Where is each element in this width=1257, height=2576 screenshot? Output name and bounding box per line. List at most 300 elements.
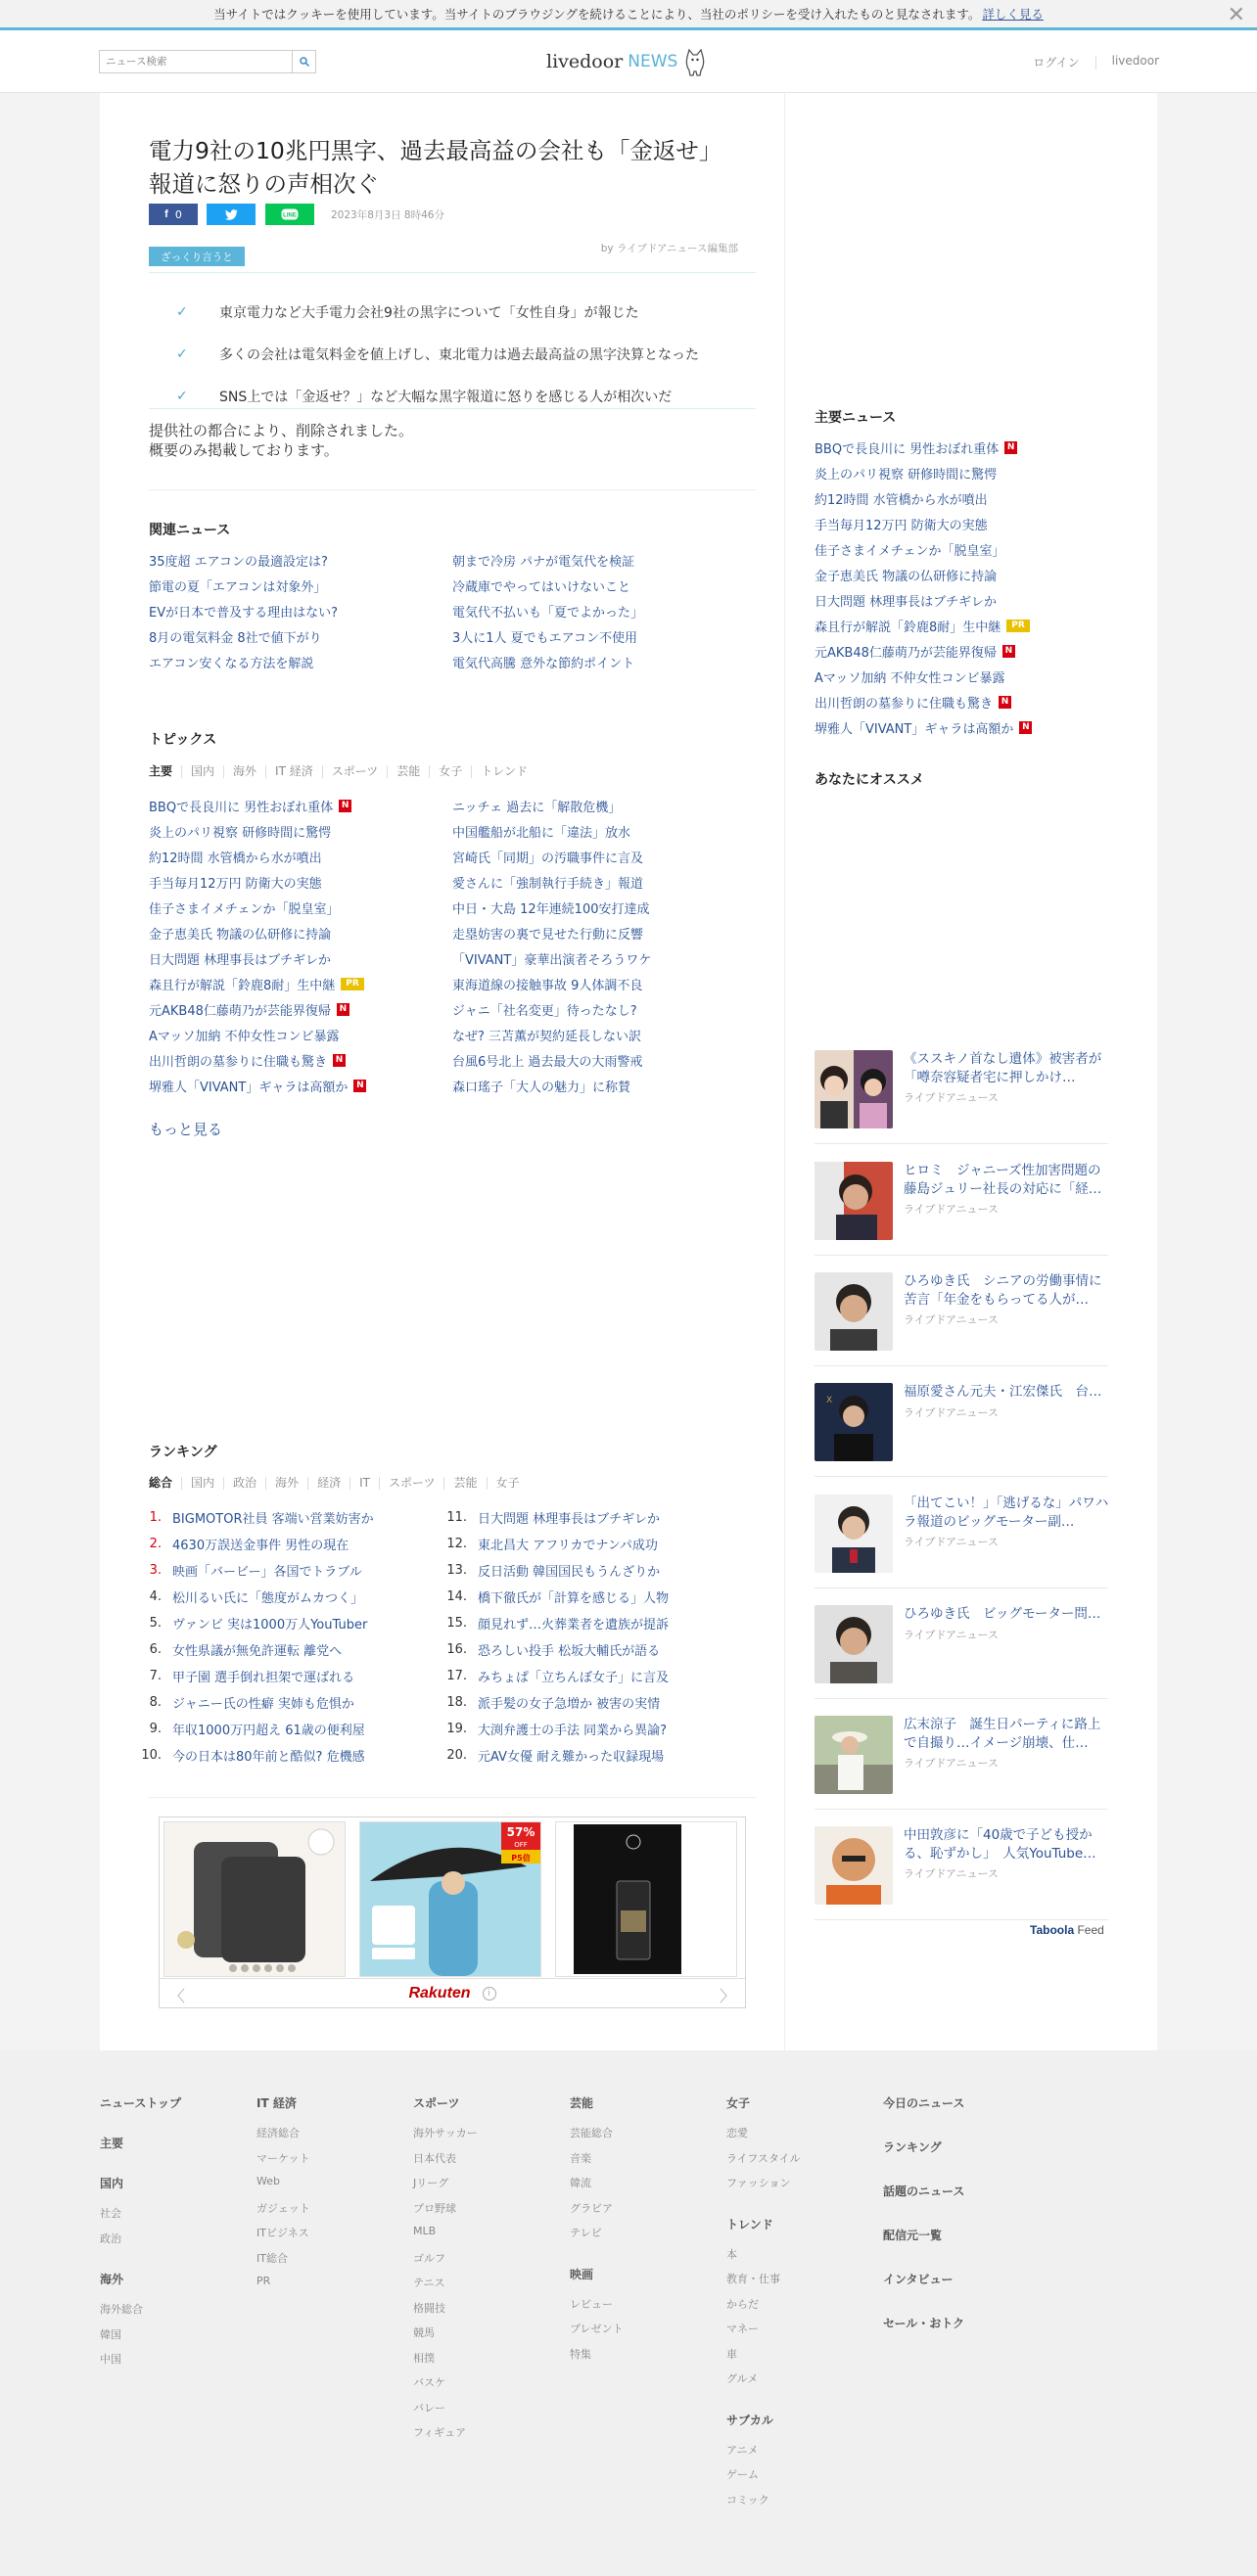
topic-link[interactable]: 佳子さまイメチェンか「脱皇室」 [149, 901, 340, 917]
topic-link[interactable]: 炎上のパリ視察 研修時間に驚愕 [149, 825, 332, 841]
recommend-title[interactable]: 福原愛さん元夫・江宏傑氏 台… [904, 1384, 1102, 1400]
ranking-link[interactable]: 元AV女優 耐え難かった収録現場 [478, 1750, 665, 1765]
recommend-source: ライブドアニュース [904, 1203, 999, 1216]
recommend-title[interactable]: 広末涼子 誕生日パーティに路上で自撮り…イメージ崩壊、仕… [904, 1717, 1101, 1751]
sidebar-news-item[interactable] [815, 485, 1032, 511]
ranking-item[interactable] [442, 1689, 669, 1716]
topic-item[interactable] [452, 869, 651, 895]
rank-number: 8. [149, 1695, 162, 1710]
ranking-link[interactable]: 4630万誤送金事件 男性の現在 [172, 1539, 349, 1553]
recommend-item[interactable] [815, 1383, 1108, 1477]
chevron-right-icon[interactable]: 〉 [719, 1987, 735, 2005]
footer-sublink[interactable]: からだ [726, 2297, 759, 2311]
related-item[interactable] [452, 649, 643, 674]
footer-link[interactable]: 海外 [100, 2273, 124, 2286]
topic-link[interactable]: 台風6号北上 過去最大の大雨警戒 [452, 1054, 643, 1070]
cookie-details-link[interactable]: 詳しく見る [982, 7, 1044, 22]
footer-sublink[interactable]: 芸能総合 [570, 2127, 613, 2139]
site-header [0, 30, 1257, 93]
ranking-item[interactable] [442, 1636, 669, 1663]
recommend-source: ライブドアニュース [904, 1313, 999, 1326]
related-link[interactable]: 3人に1人 夏でもエアコン不使用 [452, 630, 638, 646]
footer-sublink[interactable]: 韓流 [570, 2177, 591, 2189]
sidebar-news-link[interactable]: 手当毎月12万円 防衛大の実態 [815, 518, 988, 533]
summary-item [176, 333, 756, 375]
tab-trend[interactable]: トレンド [471, 765, 536, 778]
rank-number: 1. [149, 1510, 162, 1525]
related-item[interactable] [452, 547, 643, 573]
recommend-heading: あなたにオススメ [815, 772, 924, 788]
ranking-link[interactable]: 東北昌大 アフリカでナンパ成功 [478, 1539, 658, 1553]
topic-item[interactable] [452, 945, 651, 971]
product-card[interactable] [359, 1821, 541, 1977]
tab-overall[interactable]: 総合 [149, 1476, 173, 1490]
footer-sublink[interactable]: MLB [413, 2225, 437, 2237]
tab-entertainment[interactable]: 芸能 [387, 765, 429, 778]
topic-link[interactable]: 走塁妨害の裏で見せた行動に反響 [452, 927, 644, 943]
sidebar-news-item[interactable] [815, 664, 1032, 689]
topic-item[interactable] [149, 996, 366, 1022]
footer-sublink[interactable]: 中国 [100, 2353, 121, 2366]
rank-number: 13. [446, 1563, 467, 1578]
ranking-item[interactable] [137, 1636, 374, 1663]
ranking-link[interactable]: 女性県議が無免許運転 離党へ [172, 1644, 343, 1659]
thumbnail-image [815, 1050, 893, 1128]
topic-item[interactable] [149, 895, 366, 920]
topic-item[interactable] [149, 920, 366, 945]
topic-link[interactable]: 愛さんに「強制執行手続き」報道 [452, 876, 644, 892]
related-item[interactable] [149, 573, 338, 598]
sidebar-news-item[interactable] [815, 613, 1032, 638]
recommend-item[interactable] [815, 1272, 1108, 1366]
thumbnail-image [815, 1272, 893, 1351]
header-nav [1033, 54, 1159, 70]
footer-link[interactable]: セール・おトク [883, 2317, 965, 2330]
footer-sublink[interactable]: ライフスタイル [726, 2151, 801, 2165]
recommend-title[interactable]: ひろゆき氏 シニアの労働事情に苦言「年金をもらってる人が… [904, 1273, 1102, 1308]
sidebar-news-link[interactable]: 出川哲朗の墓参りに住職も驚き [815, 696, 994, 712]
footer-sublink[interactable]: 競馬 [413, 2326, 435, 2339]
footer-sublink[interactable]: ゲーム [726, 2468, 759, 2481]
removed-line: 概要のみ掲載しております。 [149, 441, 339, 459]
recommend-title[interactable]: 中田敦彦に「40歳で子ども授かる、恥ずかし」 人気YouTube… [904, 1827, 1096, 1862]
ranking-item[interactable] [137, 1504, 374, 1531]
topics-list-right [452, 793, 651, 1098]
topic-link[interactable]: 中国艦船が北船に「違法」放水 [452, 825, 631, 841]
topic-item[interactable] [149, 818, 366, 844]
footer-sublink[interactable]: Jリーグ [413, 2177, 449, 2189]
topic-link[interactable]: 元AKB48仁藤萌乃が芸能界復帰 [149, 1003, 331, 1019]
svg-text:LINE: LINE [283, 212, 297, 219]
pr-badge: PR [341, 978, 364, 990]
tab-domestic[interactable]: 国内 [181, 765, 223, 778]
sidebar-news-link[interactable]: BBQで長良川に 男性おぼれ重体 [815, 441, 1000, 457]
footer-sublink[interactable]: テレビ [570, 2227, 602, 2239]
footer-sublink[interactable]: 海外総合 [100, 2303, 143, 2316]
rank-number: 17. [446, 1669, 467, 1683]
topic-link[interactable]: 堺雅人「VIVANT」ギャラは高額か [149, 1080, 349, 1095]
ranking-link[interactable]: 今の日本は80年前と酷似? 危機感 [172, 1750, 365, 1765]
tab-it-economy[interactable]: IT 経済 [265, 765, 322, 778]
rank-number: 2. [149, 1537, 162, 1551]
footer-sublink[interactable]: ITビジネス [256, 2227, 309, 2239]
ranking-link[interactable]: みちょぱ「立ちんぼ女子」に言及 [478, 1671, 670, 1685]
topic-link[interactable]: 日大問題 林理事長はブチギレか [149, 952, 332, 968]
recommend-source: ライブドアニュース [904, 1757, 999, 1770]
topic-link[interactable]: 森口瑤子「大人の魅力」に称賛 [452, 1080, 631, 1095]
footer-sublink[interactable]: Web [256, 2175, 280, 2187]
sidebar-news-link[interactable]: 元AKB48仁藤萌乃が芸能界復帰 [815, 645, 997, 661]
topic-link[interactable]: BBQで長良川に 男性おぼれ重体 [149, 800, 334, 815]
related-list-right [452, 547, 643, 674]
footer-sublink[interactable]: 政治 [100, 2231, 121, 2245]
ranking-item[interactable] [137, 1584, 374, 1610]
recommend-title[interactable]: 「出てこい！」「逃げるな」パワハラ報道のビッグモーター副… [904, 1495, 1109, 1530]
discount-badge-off: OFF [514, 1841, 528, 1849]
cookie-banner [0, 0, 1257, 30]
sidebar-news-item[interactable] [815, 689, 1032, 714]
related-item[interactable] [149, 649, 338, 674]
footer-sublink[interactable]: PR [256, 2275, 271, 2287]
topic-item[interactable] [452, 920, 651, 945]
related-item[interactable] [452, 623, 643, 649]
ranking-item[interactable] [137, 1531, 374, 1557]
info-icon[interactable]: i [483, 1987, 496, 2001]
footer-sublink[interactable]: 車 [726, 2347, 737, 2361]
topic-item[interactable] [452, 895, 651, 920]
recommend-item[interactable] [815, 1495, 1108, 1588]
ranking-link[interactable]: 恐ろしい投手 松坂大輔氏が語る [478, 1644, 661, 1659]
footer-sublink[interactable]: マネー [726, 2323, 759, 2335]
column-divider [784, 93, 785, 2050]
related-item[interactable] [149, 623, 338, 649]
recommend-title[interactable]: ひろゆき氏 ビッグモーター問… [904, 1606, 1101, 1622]
removed-line: 提供社の都合により、削除されました。 [149, 422, 414, 439]
footer-sublink[interactable]: ゴルフ [413, 2251, 445, 2265]
tab-economy[interactable]: 経済 [307, 1477, 349, 1490]
topic-link[interactable]: 金子恵美氏 物議の仏研修に持論 [149, 927, 332, 943]
footer-sublink[interactable]: 恋愛 [726, 2127, 748, 2139]
thumbnail-image [815, 1162, 893, 1240]
livedoor-link[interactable]: livedoor [1111, 54, 1159, 68]
article-byline: by ライブドアニュース編集部 [600, 243, 738, 254]
footer-sublink[interactable]: 韓国 [100, 2327, 121, 2341]
footer-link[interactable]: ニューストップ [100, 2096, 182, 2110]
topic-item[interactable] [149, 793, 366, 818]
related-link[interactable]: EVが日本で普及する理由はない? [149, 605, 339, 621]
rank-number: 6. [149, 1642, 162, 1657]
footer-sublink[interactable]: 音楽 [570, 2151, 591, 2165]
footer-link[interactable]: 主要 [100, 2137, 124, 2150]
site-logo[interactable] [546, 48, 707, 75]
topic-link[interactable]: 中日・大島 12年連続100安打達成 [452, 901, 650, 917]
ranking-link[interactable]: ヴァンビ 実は1000万人YouTuber [172, 1618, 368, 1633]
ranking-link[interactable]: 反日活動 韓国国民もうんざりか [478, 1565, 661, 1580]
rank-number: 10. [141, 1748, 162, 1763]
ranking-list-right [442, 1504, 669, 1769]
footer-link[interactable]: インタビュー [883, 2273, 954, 2286]
ranking-link[interactable]: 顔見れず…火葬業者を遺族が提訴 [478, 1618, 670, 1633]
footer-sublink[interactable]: 海外サッカー [413, 2127, 478, 2139]
ranking-link[interactable]: 日大問題 林理事長はブチギレか [478, 1512, 661, 1527]
footer-sublink[interactable]: バスケ [413, 2376, 445, 2389]
rank-number: 18. [446, 1695, 467, 1710]
topic-link[interactable]: 手当毎月12万円 防衛大の実態 [149, 876, 322, 892]
topic-link[interactable]: Aマッソ加納 不仲女性コンビ暴露 [149, 1029, 340, 1044]
footer-sublink[interactable]: 教育・仕事 [726, 2273, 780, 2285]
sidebar-news-link[interactable]: 約12時間 水管橋から水が噴出 [815, 492, 988, 508]
topic-link[interactable]: 宮崎氏「同期」の汚職事件に言及 [452, 851, 644, 866]
close-icon[interactable]: ✕ [1227, 3, 1245, 27]
related-link[interactable]: 節電の夏「エアコンは対象外」 [149, 579, 327, 595]
footer-link[interactable]: 映画 [570, 2267, 594, 2281]
divider [149, 489, 756, 490]
footer-link[interactable]: 今日のニュース [883, 2096, 965, 2110]
sidebar-news-item[interactable] [815, 460, 1032, 485]
footer-sublink[interactable]: 日本代表 [413, 2151, 456, 2165]
recommend-source: ライブドアニュース [904, 1536, 999, 1548]
pr-badge: PR [1006, 620, 1030, 632]
recommend-item[interactable] [815, 1716, 1108, 1810]
topic-item[interactable] [452, 793, 651, 818]
topic-item[interactable] [452, 971, 651, 996]
related-link[interactable]: 8月の電気料金 8社で値下がり [149, 630, 322, 646]
ranking-link[interactable]: 甲子園 選手倒れ担架で運ばれる [172, 1671, 355, 1685]
new-badge: N [353, 1080, 366, 1092]
footer-link[interactable]: サブカル [726, 2413, 773, 2427]
footer-link[interactable]: スポーツ [413, 2096, 460, 2110]
ranking-item[interactable] [137, 1663, 374, 1689]
removed-notice [149, 421, 413, 460]
sidebar-news-link[interactable]: 堺雅人「VIVANT」ギャラは高額か [815, 721, 1014, 737]
footer-sublink[interactable]: 本 [726, 2247, 737, 2261]
topic-item[interactable] [149, 945, 366, 971]
ranking-heading: ランキング [149, 1445, 217, 1460]
footer-sublink[interactable]: グルメ [726, 2372, 759, 2385]
related-list-left [149, 547, 338, 674]
topic-link[interactable]: ニッチェ 過去に「解散危機」 [452, 800, 622, 815]
login-link[interactable]: ログイン [1033, 56, 1080, 69]
related-link[interactable]: 電気代不払いも「夏でよかった」 [452, 605, 644, 621]
ranking-item[interactable] [442, 1610, 669, 1636]
sidebar-news-item[interactable] [815, 511, 1032, 536]
ranking-item[interactable] [442, 1531, 669, 1557]
sidebar-news-link[interactable]: 炎上のパリ視察 研修時間に驚愕 [815, 467, 998, 483]
tab-women[interactable]: 女子 [429, 765, 471, 778]
sidebar-news-link[interactable]: 日大問題 林理事長はブチギレか [815, 594, 998, 610]
tab-it[interactable]: IT [349, 1477, 379, 1490]
related-link[interactable]: 35度超 エアコンの最適設定は? [149, 554, 328, 570]
check-icon: ✓ [176, 345, 188, 362]
ranking-link[interactable]: ジャニー氏の性癖 実姉も危惧か [172, 1697, 354, 1712]
footer-sublink[interactable]: プレゼント [570, 2323, 624, 2335]
recommend-item[interactable] [815, 1050, 1108, 1144]
topic-link[interactable]: 東海道線の接触事故 9人体調不良 [452, 978, 643, 993]
search-input[interactable] [100, 51, 292, 72]
ranking-item[interactable] [442, 1557, 669, 1584]
footer-link[interactable]: 女子 [726, 2096, 751, 2110]
ranking-item[interactable] [137, 1557, 374, 1584]
footer-sublink[interactable]: バレー [413, 2401, 445, 2415]
new-badge: N [339, 800, 351, 812]
line-icon [281, 208, 299, 220]
line-share-button[interactable] [265, 204, 314, 225]
mascot-icon [683, 47, 707, 76]
topic-link[interactable]: 約12時間 水管橋から水が噴出 [149, 851, 322, 866]
recommend-title[interactable]: 《ススキノ首なし遺体》被害者が「噂奈容疑者宅に押しかけ… [904, 1051, 1102, 1085]
sidebar-news-item[interactable] [815, 536, 1032, 562]
related-link[interactable]: 冷蔵庫でやってはいけないこと [452, 579, 631, 595]
more-link[interactable]: もっと見る [149, 1121, 223, 1138]
twitter-share-button[interactable] [207, 204, 256, 225]
related-link[interactable]: 電気代高騰 意外な節約ポイント [452, 656, 635, 671]
sidebar-news-item[interactable] [815, 435, 1032, 460]
topics-tabs [149, 765, 536, 778]
ranking-item[interactable] [442, 1504, 669, 1531]
recommend-source: ライブドアニュース [904, 1091, 999, 1104]
topic-item[interactable] [452, 1022, 651, 1047]
footer-link[interactable]: 芸能 [570, 2096, 594, 2110]
topic-link[interactable]: なぜ? 三苫薫が契約延長しない訳 [452, 1029, 642, 1044]
tab-domestic[interactable]: 国内 [181, 1477, 223, 1490]
topic-item[interactable] [149, 1047, 366, 1073]
footer-link[interactable]: IT 経済 [256, 2096, 297, 2110]
related-item[interactable] [452, 598, 643, 623]
recommend-item[interactable] [815, 1826, 1108, 1920]
tab-entertainment[interactable]: 芸能 [443, 1477, 486, 1490]
sidebar-news-link[interactable]: 森且行が解説「鈴鹿8耐」生中継 [815, 620, 1001, 635]
ranking-link[interactable]: 年収1000万円超え 61歳の便利屋 [172, 1724, 365, 1738]
ranking-link[interactable]: 映画「バービー」各国でトラブル [172, 1565, 362, 1580]
recommend-item[interactable] [815, 1162, 1108, 1256]
related-item[interactable] [452, 573, 643, 598]
search-button[interactable] [292, 51, 315, 72]
footer-sublink[interactable]: IT総合 [256, 2251, 288, 2265]
related-item[interactable] [149, 547, 338, 573]
footer-sublink[interactable]: フィギュア [413, 2426, 467, 2439]
footer-sublink[interactable]: 格闘技 [413, 2301, 445, 2315]
discount-badge: 57% [506, 1825, 535, 1839]
topic-link[interactable]: ジャニ「社名変更」待ったなし? [452, 1003, 637, 1019]
sidebar-news-item[interactable] [815, 562, 1032, 587]
product-card[interactable] [163, 1821, 346, 1977]
tab-world[interactable]: 海外 [223, 765, 265, 778]
footer-link[interactable]: トレンド [726, 2217, 773, 2231]
recommend-item[interactable] [815, 1605, 1108, 1699]
topic-item[interactable] [149, 869, 366, 895]
topic-item[interactable] [149, 971, 366, 996]
footer-link[interactable]: ランキング [883, 2140, 942, 2154]
related-link[interactable]: 朝まで冷房 パナが電気代を検証 [452, 554, 635, 570]
ranking-item[interactable] [442, 1663, 669, 1689]
footer-sublink[interactable]: アニメ [726, 2443, 759, 2457]
topic-link[interactable]: 森且行が解説「鈴鹿8耐」生中継 [149, 978, 336, 993]
ranking-item[interactable] [137, 1716, 374, 1742]
footer-link[interactable]: 話題のニュース [883, 2185, 965, 2198]
footer-sublink[interactable]: グラビア [570, 2201, 613, 2215]
search-box [99, 50, 316, 73]
footer-sublink[interactable]: ファッション [726, 2177, 791, 2189]
ranking-link[interactable]: 橋下徹氏が「計算を感じる」人物 [478, 1591, 670, 1606]
footer-sublink[interactable]: レビュー [570, 2297, 613, 2311]
ranking-item[interactable] [442, 1584, 669, 1610]
tab-sports[interactable]: スポーツ [322, 765, 388, 778]
tab-main[interactable]: 主要 [149, 764, 173, 778]
sidebar-news-item[interactable] [815, 587, 1032, 613]
ranking-item[interactable] [442, 1742, 669, 1769]
ranking-item[interactable] [442, 1716, 669, 1742]
product-card[interactable] [555, 1821, 737, 1977]
footer-sublink[interactable]: プロ野球 [413, 2201, 456, 2215]
ranking-link[interactable]: 松川るい氏に「態度がムカつく」 [172, 1591, 364, 1606]
facebook-share-button[interactable] [149, 204, 198, 225]
taboola-feed-label[interactable] [1030, 1923, 1104, 1937]
topic-item[interactable] [149, 1073, 366, 1098]
ranking-link[interactable]: 大渕弁護士の手法 同業から異論? [478, 1724, 668, 1738]
sidebar-news-link[interactable]: 佳子さまイメチェンか「脱皇室」 [815, 543, 1005, 559]
tab-world[interactable]: 海外 [265, 1477, 307, 1490]
tab-sports[interactable]: スポーツ [379, 1477, 444, 1490]
footer-sublink[interactable]: 経済総合 [256, 2127, 300, 2139]
topic-link[interactable]: 「VIVANT」豪華出演者そろうワケ [452, 952, 652, 968]
footer-link[interactable]: 国内 [100, 2177, 124, 2190]
topic-item[interactable] [452, 1047, 651, 1073]
new-badge: N [999, 696, 1011, 709]
ranking-item[interactable] [137, 1689, 374, 1716]
ranking-link[interactable]: BIGMOTOR社員 客端い営業妨害か [172, 1512, 374, 1527]
sidebar-news-item[interactable] [815, 638, 1032, 664]
footer-sublink[interactable]: コミック [726, 2493, 769, 2507]
new-badge: N [333, 1054, 346, 1067]
topic-item[interactable] [452, 844, 651, 869]
topic-link[interactable]: 出川哲朗の墓参りに住職も驚き [149, 1054, 328, 1070]
footer-sublink[interactable]: 社会 [100, 2207, 121, 2220]
rakuten-logo[interactable]: Rakuten [408, 1984, 471, 2001]
check-icon: ✓ [176, 388, 188, 404]
footer-sublink[interactable]: ガジェット [256, 2201, 310, 2215]
footer-sublink[interactable]: 相撲 [413, 2351, 435, 2365]
summary-text: 多くの会社は電気料金を値上げし、東北電力は過去最高益の黒字決算となった [219, 346, 699, 363]
ranking-item[interactable] [137, 1742, 374, 1769]
recommend-title[interactable]: ヒロミ ジャニーズ性加害問題の藤島ジュリー社長の対応に「経… [904, 1163, 1102, 1197]
tab-women[interactable]: 女子 [487, 1477, 529, 1490]
topic-item[interactable] [452, 996, 651, 1022]
footer-sublink[interactable]: マーケット [256, 2151, 310, 2165]
site-footer [0, 2050, 1257, 2576]
rank-number: 14. [446, 1589, 467, 1604]
ranking-item[interactable] [137, 1610, 374, 1636]
sidebar-news-link[interactable]: 金子恵美氏 物議の仏研修に持論 [815, 569, 998, 584]
related-link[interactable]: エアコン安くなる方法を解説 [149, 656, 314, 671]
topic-item[interactable] [149, 1022, 366, 1047]
ranking-link[interactable]: 派手髪の女子急増か 被害の実情 [478, 1697, 661, 1712]
summary-tag: ざっくり言うと [149, 247, 245, 266]
topic-item[interactable] [149, 844, 366, 869]
tab-politics[interactable]: 政治 [223, 1477, 265, 1490]
topic-item[interactable] [452, 1073, 651, 1098]
topic-item[interactable] [452, 818, 651, 844]
footer-sublink[interactable]: テニス [413, 2277, 445, 2289]
related-item[interactable] [149, 598, 338, 623]
thumbnail-image [815, 1383, 893, 1461]
facebook-count: 0 [174, 207, 182, 221]
chevron-left-icon[interactable]: 〈 [169, 1987, 186, 2005]
new-badge: N [1019, 721, 1032, 734]
footer-link[interactable]: 配信元一覧 [883, 2229, 943, 2242]
footer-sublink[interactable]: 特集 [570, 2347, 591, 2361]
sidebar-news-item[interactable] [815, 714, 1032, 740]
sidebar-news-link[interactable]: Aマッソ加納 不仲女性コンビ暴露 [815, 670, 1005, 686]
